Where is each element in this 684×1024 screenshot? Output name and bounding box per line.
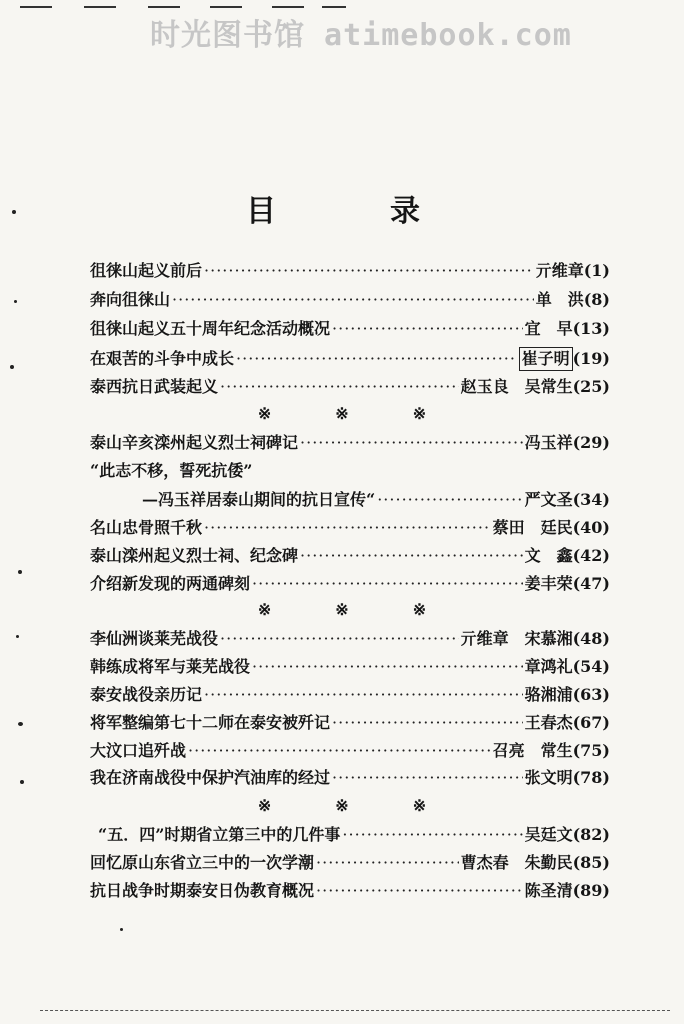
toc-entry-author: 蔡田 廷民: [492, 518, 573, 537]
scan-speck: [12, 210, 16, 214]
toc-entry[interactable]: [90, 347, 610, 371]
toc-entry-title: 抗日战争时期泰安日伪教育概况: [90, 881, 315, 900]
scan-speck: [14, 300, 17, 303]
leader-dots: [332, 767, 523, 789]
toc-entry-page: (85): [572, 853, 610, 872]
toc-entry-author: 亓维章: [535, 261, 584, 280]
toc-entry-page: (67): [572, 713, 610, 732]
watermark: 时光图书馆 atimebook.com: [150, 18, 572, 53]
leader-dots: [316, 880, 523, 902]
leader-dots: [172, 289, 534, 311]
toc-entry-author: 召亮 常生: [492, 741, 573, 760]
section-separator: [0, 600, 684, 619]
leader-dots: [236, 348, 517, 370]
toc-entry-page: (47): [572, 574, 610, 593]
toc-entry-author: 姜丰荣: [524, 574, 573, 593]
scan-speck: [18, 722, 23, 726]
toc-entry-page: (42): [572, 546, 610, 565]
scan-speck: [20, 780, 24, 784]
toc-entry-title: 泰安战役亲历记: [90, 685, 203, 704]
toc-entry[interactable]: [90, 628, 610, 650]
toc-entry-title: 泰山辛亥滦州起义烈士祠碑记: [90, 433, 299, 452]
toc-entry-author: 章鸿礼: [524, 657, 573, 676]
scan-speck: [18, 570, 22, 574]
toc-entry[interactable]: [90, 260, 610, 282]
toc-entry-title: 泰山滦州起义烈士祠、纪念碑: [90, 546, 299, 565]
leader-dots: [377, 489, 522, 511]
toc-entry-page: (25): [572, 377, 610, 396]
scan-speck: [10, 365, 14, 369]
section-separator: [0, 404, 684, 423]
toc-entry-author: 宜 早: [524, 319, 573, 338]
toc-entry-page: (82): [572, 825, 610, 844]
toc-entry-title: 李仙洲谈莱芜战役: [90, 629, 219, 648]
leader-dots: [252, 573, 523, 595]
scan-speck: [120, 928, 123, 931]
leader-dots: [300, 432, 523, 454]
toc-entry-page: (54): [572, 657, 610, 676]
toc-entry-title: 徂徕山起义前后: [90, 261, 203, 280]
toc-entry[interactable]: [90, 740, 610, 762]
toc-entry-title: 大汶口追歼战: [90, 741, 187, 760]
toc-entry-title: 徂徕山起义五十周年纪念活动概况: [90, 319, 331, 338]
toc-entry-page: (19): [572, 349, 610, 368]
toc-entry-author: 文 鑫: [524, 546, 573, 565]
toc-entry[interactable]: [90, 656, 610, 678]
separator-mark: ※: [257, 796, 272, 815]
toc-entry-title: “五．四”时期省立第三中的几件事: [98, 825, 341, 844]
separator-mark: ※: [412, 600, 427, 619]
separator-mark: ※: [257, 404, 272, 423]
toc-entry[interactable]: [90, 289, 610, 311]
toc-entry-author: 严文圣: [524, 490, 573, 509]
toc-entry[interactable]: [90, 432, 610, 454]
bottom-border: [40, 1010, 670, 1011]
toc-entry[interactable]: [90, 880, 610, 902]
leader-dots: [300, 545, 523, 567]
section-separator: [0, 796, 684, 815]
toc-entry-author: 单 洪: [535, 290, 584, 309]
toc-entry-page: (48): [572, 629, 610, 648]
leader-dots: [316, 852, 459, 874]
scan-speck: [16, 635, 19, 638]
toc-entry-title: 在艰苦的斗争中成长: [90, 349, 235, 368]
toc-entry-title: 韩练成将军与莱芜战役: [90, 657, 251, 676]
toc-entry[interactable]: [98, 824, 610, 846]
page-title: 目 录: [246, 194, 462, 229]
toc-entry-page: (40): [572, 518, 610, 537]
toc-entry-author: 骆湘浦: [524, 685, 573, 704]
leader-dots: [252, 656, 523, 678]
toc-entry[interactable]: [90, 318, 610, 340]
toc-entry[interactable]: [142, 489, 610, 511]
toc-entry[interactable]: [90, 712, 610, 734]
toc-entry[interactable]: [90, 517, 610, 539]
toc-entry[interactable]: [90, 684, 610, 706]
toc-entry-page: (89): [572, 881, 610, 900]
toc-entry-author: 崔子明: [519, 347, 573, 371]
toc-entry-page: (75): [572, 741, 610, 760]
toc-entry-title: —冯玉祥居泰山期间的抗日宣传“: [142, 490, 376, 509]
leader-dots: [220, 628, 459, 650]
toc-entry-title: 将军整编第七十二师在泰安被歼记: [90, 713, 331, 732]
toc-entry-heading: “此志不移，誓死抗倭”: [90, 461, 253, 480]
leader-dots: [332, 712, 523, 734]
toc-entry[interactable]: [90, 573, 610, 595]
toc-entry-page: (29): [572, 433, 610, 452]
separator-mark: ※: [335, 404, 349, 423]
toc-entry-page: (13): [572, 319, 610, 338]
toc-entry-author: 曹杰春 朱勤民: [460, 853, 573, 872]
separator-mark: ※: [335, 600, 349, 619]
toc-entry-page: (63): [572, 685, 610, 704]
toc-entry-title: 奔向徂徕山: [90, 290, 171, 309]
toc-entry-page: (78): [572, 768, 610, 787]
toc-entry-author: 陈圣清: [524, 881, 573, 900]
toc-entry[interactable]: [90, 852, 610, 874]
leader-dots: [204, 684, 523, 706]
toc-entry-title: 泰西抗日武装起义: [90, 377, 219, 396]
leader-dots: [342, 824, 522, 846]
leader-dots: [188, 740, 491, 762]
toc-entry-author: 冯玉祥: [524, 433, 573, 452]
separator-mark: ※: [335, 796, 349, 815]
leader-dots: [204, 260, 534, 282]
toc-entry-author: 赵玉良 吴常生: [460, 377, 573, 396]
toc-entry-page: (8): [583, 290, 610, 309]
leader-dots: [332, 318, 523, 340]
separator-mark: ※: [412, 796, 427, 815]
toc-entry-author: 王春杰: [524, 713, 573, 732]
toc-entry[interactable]: [90, 376, 610, 398]
toc-entry-author: 亓维章 宋慕湘: [460, 629, 573, 648]
leader-dots: [204, 517, 491, 539]
toc-entry-title: 名山忠骨照千秋: [90, 518, 203, 537]
toc-entry[interactable]: [90, 545, 610, 567]
toc-entry-page: (1): [583, 261, 610, 280]
toc-entry-author: 吴廷文: [524, 825, 573, 844]
separator-mark: ※: [412, 404, 427, 423]
toc-entry[interactable]: [90, 767, 610, 789]
toc-entry-title: 我在济南战役中保护汽油库的经过: [90, 768, 331, 787]
separator-mark: ※: [257, 600, 272, 619]
leader-dots: [220, 376, 459, 398]
toc-entry-title: 介绍新发现的两通碑刻: [90, 574, 251, 593]
toc-entry-title: 回忆原山东省立三中的一次学潮: [90, 853, 315, 872]
toc-entry-author: 张文明: [524, 768, 573, 787]
toc-entry-page: (34): [572, 490, 610, 509]
